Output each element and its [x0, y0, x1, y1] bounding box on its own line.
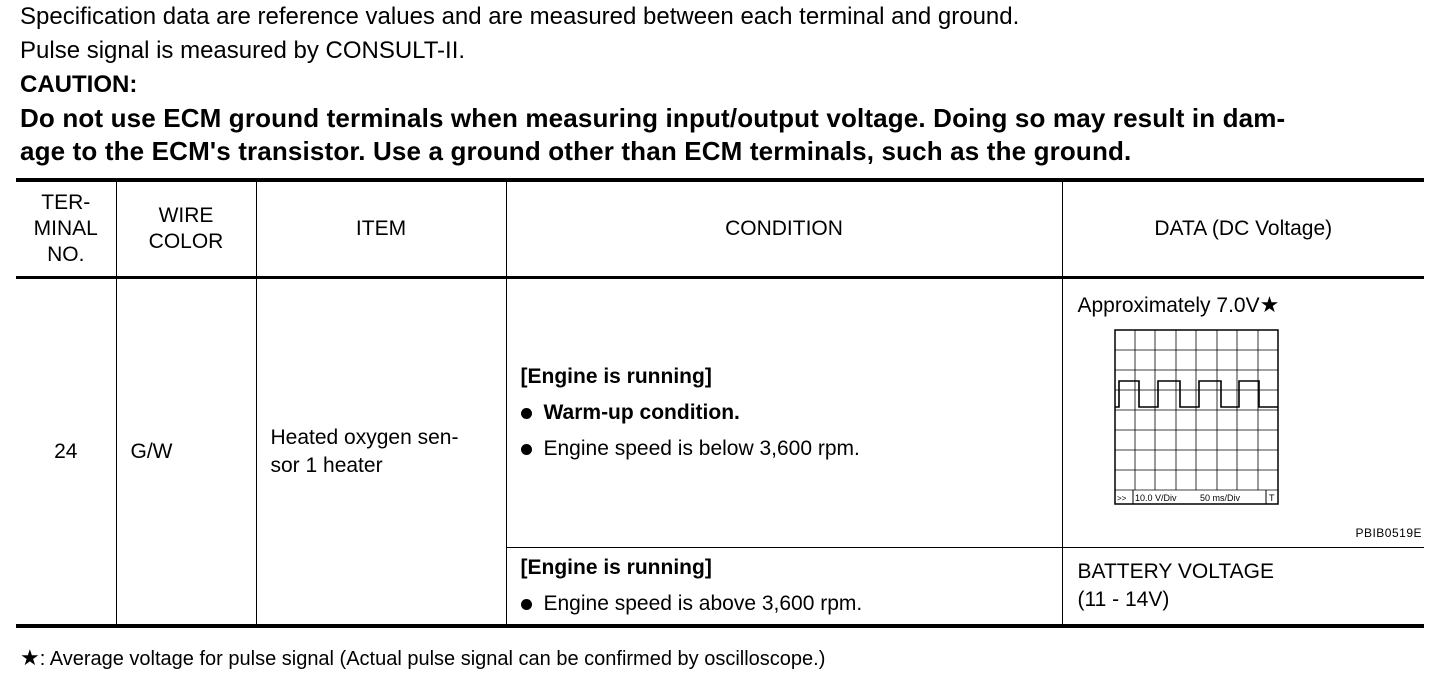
approx-voltage: Approximately 7.0V★: [1077, 292, 1280, 317]
wire-color: G/W: [116, 278, 256, 627]
bullet-icon: [521, 408, 532, 419]
header-terminal-no: TER- MINAL NO.: [16, 180, 116, 278]
condition-bullet: Engine speed is above 3,600 rpm.: [543, 592, 863, 615]
star-icon: ★: [1259, 292, 1280, 317]
volt-div-label: 10.0 V/Div: [1134, 493, 1177, 503]
table-row: [16, 278, 1424, 548]
figure-id: PBIB0519E: [1355, 526, 1422, 540]
bullet-icon: [521, 599, 532, 610]
oscilloscope-waveform-figure: [1114, 329, 1286, 513]
condition-bullet: Warm-up condition.: [543, 401, 740, 424]
caution-line-2: age to the ECM's transistor. Use a ground other than ECM terminals, such as the ground.: [20, 136, 1132, 166]
caution-line-1: Do not use ECM ground terminals when measuring input/output voltage. Doing so may result in dam-: [20, 103, 1286, 133]
ecm-terminal-table: [16, 178, 1424, 628]
condition-high-rpm: [506, 548, 1062, 627]
condition-bullet: Engine speed is below 3,600 rpm.: [543, 437, 860, 460]
star-icon: ★: [20, 645, 40, 670]
item-name: Heated oxygen sen- sor 1 heater: [256, 278, 506, 627]
scope-marker: >>: [1116, 494, 1126, 503]
bullet-icon: [521, 444, 532, 455]
condition-warmup: [506, 278, 1062, 548]
header-row: [16, 180, 1424, 278]
pulse-note: Pulse signal is measured by CONSULT-II.: [20, 37, 466, 64]
data-battery: BATTERY VOLTAGE (11 - 14V): [1077, 560, 1274, 611]
data-pulse: [1062, 278, 1424, 548]
trigger-label: T: [1268, 493, 1274, 503]
condition-heading: [Engine is running]: [520, 556, 712, 579]
condition-heading: [Engine is running]: [520, 365, 712, 388]
time-div-label: 50 ms/Div: [1199, 493, 1240, 503]
spec-note: Specification data are reference values and are measured between each terminal and ground.: [20, 3, 1020, 30]
header-wire-color: WIRE COLOR: [116, 180, 256, 278]
footnote-text: : Average voltage for pulse signal (Actual pulse signal can be confirmed by oscilloscope.): [39, 648, 826, 670]
header-item: ITEM: [256, 180, 506, 278]
caution-label: CAUTION:: [20, 71, 138, 98]
header-condition: CONDITION: [506, 180, 1062, 278]
header-data: DATA (DC Voltage): [1062, 180, 1424, 278]
terminal-number: 24: [16, 278, 116, 627]
footnote: [20, 645, 825, 671]
intro-section: [20, 0, 1440, 168]
caution-text: [20, 102, 1440, 168]
